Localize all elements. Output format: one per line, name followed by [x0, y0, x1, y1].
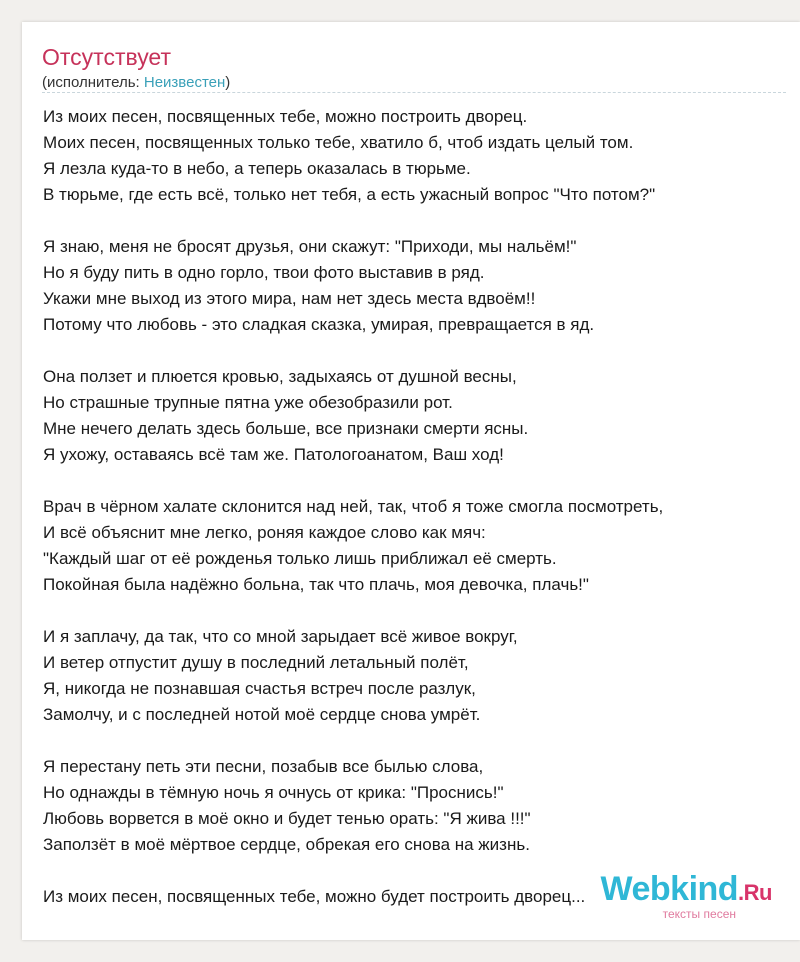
- lyric-line: Но я буду пить в одно горло, твои фото выставив в ряд.: [43, 263, 485, 282]
- lyric-line: И ветер отпустит душу в последний летальный полёт,: [43, 653, 469, 672]
- song-title: Отсутствует: [42, 44, 171, 70]
- divider: [42, 92, 786, 93]
- lyric-line: Заползёт в моё мёртвое сердце, обрекая его снова на жизнь.: [43, 835, 530, 854]
- lyric-line: Моих песен, посвященных только тебе, хватило б, чтоб издать целый том.: [43, 133, 634, 152]
- artist-suffix: ): [225, 74, 231, 91]
- logo-tld: .Ru: [738, 880, 772, 905]
- stanza: [43, 754, 800, 858]
- lyric-line: Я лезла куда-то в небо, а теперь оказалась в тюрьме.: [43, 159, 471, 178]
- logo-tagline: тексты песен: [662, 907, 736, 921]
- lyric-line: Я, никогда не познавшая счастья встреч после разлук,: [43, 679, 476, 698]
- lyric-line: Я знаю, меня не бросят друзья, они скажут: "Приходи, мы нальём!": [43, 237, 577, 256]
- lyric-line: Врач в чёрном халате склонится над ней, так, чтоб я тоже смогла посмотреть,: [43, 497, 664, 516]
- stanza: [43, 624, 800, 728]
- lyric-line: "Каждый шаг от её рожденья только лишь приближал её смерть.: [43, 549, 557, 568]
- lyric-line: Любовь ворвется в моё окно и будет тенью орать: "Я жива !!!": [43, 809, 531, 828]
- stanza: [43, 104, 800, 208]
- lyric-line: Из моих песен, посвященных тебе, можно построить дворец.: [43, 107, 528, 126]
- webkind-logo[interactable]: [601, 872, 773, 920]
- lyric-line: Из моих песен, посвященных тебе, можно будет построить дворец...: [43, 887, 586, 906]
- logo-wordmark: [601, 872, 773, 910]
- artist-line: [42, 74, 230, 91]
- lyric-line: В тюрьме, где есть всё, только нет тебя, а есть ужасный вопрос "Что потом?": [43, 185, 656, 204]
- lyric-line: Я ухожу, оставаясь всё там же. Патологоанатом, Ваш ход!: [43, 445, 504, 464]
- lyric-line: Но однажды в тёмную ночь я очнусь от крика: "Проснись!": [43, 783, 504, 802]
- lyrics-card: [22, 22, 800, 940]
- lyric-line: Замолчу, и с последней нотой моё сердце снова умрёт.: [43, 705, 481, 724]
- lyric-line: Укажи мне выход из этого мира, нам нет здесь места вдвоём!!: [43, 289, 536, 308]
- lyric-line: И я заплачу, да так, что со мной зарыдает всё живое вокруг,: [43, 627, 518, 646]
- artist-prefix: (исполнитель:: [42, 74, 144, 91]
- stanza: [43, 234, 800, 338]
- lyric-line: Мне нечего делать здесь больше, все признаки смерти ясны.: [43, 419, 529, 438]
- logo-brand: Webkind: [600, 870, 739, 908]
- lyric-line: И всё объяснит мне легко, роняя каждое слово как мяч:: [43, 523, 486, 542]
- lyrics-body: [43, 104, 800, 936]
- artist-link[interactable]: Неизвестен: [143, 74, 226, 91]
- stanza: [43, 364, 800, 468]
- stanza: [43, 494, 800, 598]
- lyric-line: Покойная была надёжно больна, так что плачь, моя девочка, плачь!": [43, 575, 589, 594]
- lyric-line: Я перестану петь эти песни, позабыв все былью слова,: [43, 757, 484, 776]
- lyric-line: Потому что любовь - это сладкая сказка, умирая, превращается в яд.: [43, 315, 595, 334]
- lyric-line: Но страшные трупные пятна уже обезобразили рот.: [43, 393, 453, 412]
- lyric-line: Она ползет и плюется кровью, задыхаясь от душной весны,: [43, 367, 517, 386]
